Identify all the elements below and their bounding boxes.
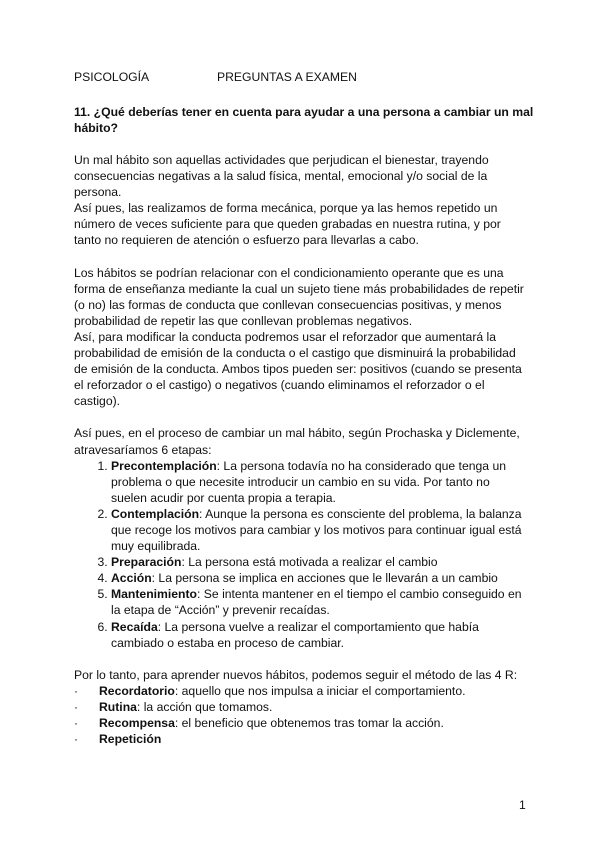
list-item xyxy=(74,699,526,715)
list-item xyxy=(111,506,526,554)
paragraph-definition: Un mal hábito son aquellas actividades que perjudican el bienestar, trayendo consecuencias negativas a la salud física, mental, emocional y/o social de la persona. xyxy=(74,153,489,200)
stage-text: : La persona todavía no ha considerado que tenga un problema o que necesite introducir un cambio en su vida. Por tanto no suelen acudir por cuenta propia a terapia. xyxy=(111,458,506,505)
list-item xyxy=(74,683,526,699)
stage-term: Acción xyxy=(111,571,152,586)
paragraph-mechanical: Así pues, las realizamos de forma mecánica, porque ya las hemos repetido un número de veces suficiente para que queden grabadas en nuestra rutina, y por tanto no requieren de atención o esfuerzo para llevarlas a cabo. xyxy=(74,201,501,248)
bullet-glyph: · xyxy=(74,683,79,698)
list-item xyxy=(111,570,526,586)
rule-term: Recompensa xyxy=(99,716,175,730)
answer-body xyxy=(74,152,526,747)
stage-text: : La persona vuelve a realizar el comportamiento que había cambiado o estaba en proceso de cambiar. xyxy=(111,619,479,650)
rule-term: Repetición xyxy=(99,732,162,747)
question-heading: 11. ¿Qué deberías tener en cuenta para ayudar a una persona a cambiar un mal hábito? xyxy=(74,105,534,135)
list-item xyxy=(111,554,526,570)
list-item xyxy=(111,619,526,651)
bullet-glyph: · xyxy=(74,699,79,714)
bullet-glyph: · xyxy=(74,716,79,730)
stage-term: Recaída xyxy=(111,619,158,634)
list-item xyxy=(74,715,526,731)
stage-term: Mantenimiento xyxy=(111,587,197,602)
header-title: PREGUNTAS A EXAMEN xyxy=(217,70,357,84)
rule-text: : la acción que tomamos. xyxy=(136,699,273,714)
paragraph-4r-intro: Por lo tanto, para aprender nuevos hábitos, podemos seguir el método de las 4 R: xyxy=(74,667,518,682)
stage-text: : La persona está motivada a realizar el cambio xyxy=(181,555,438,570)
stage-text: : La persona se implica en acciones que le llevarán a un cambio xyxy=(151,571,498,586)
rule-text: : el beneficio que obtenemos tras tomar la acción. xyxy=(174,716,444,730)
subject-label: PSICOLOGÍA xyxy=(74,70,150,84)
bullet-glyph: · xyxy=(74,732,79,747)
list-item xyxy=(111,458,526,506)
rule-term: Recordatorio xyxy=(99,683,175,698)
stage-text: : Se intenta mantener en el tiempo el cambio conseguido en la etapa de “Acción” y prevenir recaídas. xyxy=(111,587,522,618)
stages-list xyxy=(74,458,526,651)
stage-text: : Aunque la persona es consciente del problema, la balanza que recoge los motivos para cambiar y los motivos para continuar igual está muy equilibrada. xyxy=(111,506,522,554)
page-number: 1 xyxy=(519,798,526,812)
four-r-list xyxy=(74,683,526,747)
stage-term: Preparación xyxy=(111,555,182,570)
stage-term: Contemplación xyxy=(111,506,200,521)
list-item xyxy=(111,586,526,618)
stage-term: Precontemplación xyxy=(111,458,217,473)
page-header xyxy=(74,70,534,86)
paragraph-reinforcement: Así, para modificar la conducta podremos usar el reforzador que aumentará la probabilidad de emisión de la conducta o el castigo que disminuirá la probabilidad de emisión de la conducta. Ambos tipos pueden ser: positivos (cuando se presenta el reforzador o el castigo) o negativos (cuando eliminamos el reforzador o el castigo). xyxy=(74,329,522,409)
rule-text: : aquello que nos impulsa a iniciar el comportamiento. xyxy=(174,683,466,698)
rule-term: Rutina xyxy=(99,699,137,714)
paragraph-stages-intro: Así pues, en el proceso de cambiar un mal hábito, según Prochaska y Diclemente, atravesaríamos 6 etapas: xyxy=(74,426,520,457)
list-item xyxy=(74,731,526,747)
paragraph-conditioning: Los hábitos se podrían relacionar con el condicionamiento operante que es una forma de enseñanza mediante la cual un sujeto tiene más probabilidades de repetir (o no) las formas de conducta que conllevan consecuencias positivas, y menos probabilidad de repetir las que conllevan problemas negativos. xyxy=(74,265,524,328)
